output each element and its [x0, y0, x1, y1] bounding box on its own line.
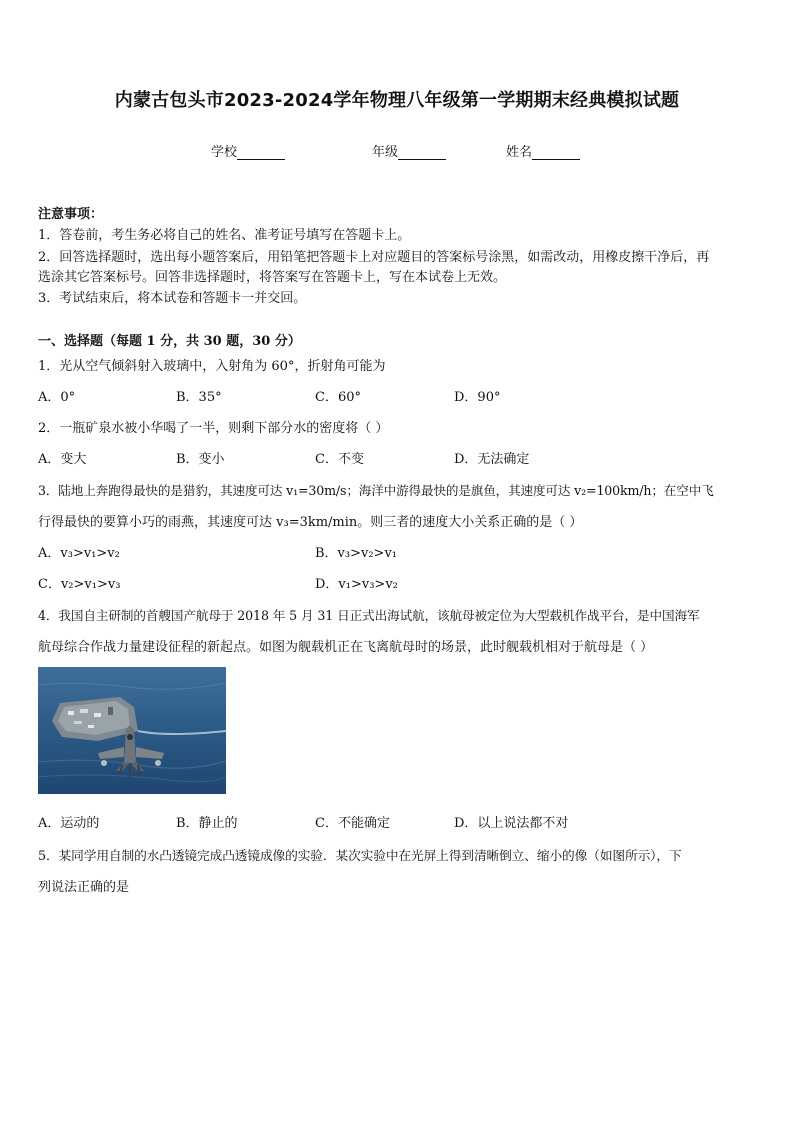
question-4-line-2: 航母综合作战力量建设征程的新起点。如图为舰载机正在飞离航母时的场景，此时舰载机相对于航母是（ ）	[38, 640, 654, 655]
q2-option-a: A．变大	[38, 452, 87, 467]
q3-option-b: B．v₃>v₂>v₁	[315, 546, 398, 561]
q1-option-d: D．90°	[454, 390, 501, 405]
question-5-line-1: 5．某同学用自制的水凸透镜完成凸透镜成像的实验．某次实验中在光屏上得到清晰倒立、缩小的像（如图所示），下	[38, 848, 682, 863]
name-label: 姓名	[506, 145, 533, 160]
question-3-line-2: 行得最快的要算小巧的雨燕，其速度可达 v₃=3km/min。则三者的速度大小关系正确的是（ ）	[38, 515, 583, 530]
q4-option-a: A．运动的	[38, 816, 100, 831]
q4-option-d: D．以上说法都不对	[454, 816, 569, 831]
q4-option-b: B．静止的	[176, 816, 238, 831]
q1-option-b: B．35°	[176, 390, 222, 405]
q4-option-c: C．不能确定	[315, 816, 390, 831]
note-item: 2．回答选择题时，选出每小题答案后，用铅笔把答题卡上对应题目的答案标号涂黑，如需改动，用橡皮擦干净后，再	[38, 250, 710, 265]
grade-field	[372, 141, 446, 160]
name-field	[506, 141, 580, 160]
question-4-line-1: 4．我国自主研制的首艘国产航母于 2018 年 5 月 31 日正式出海试航，该航母被定位为大型载机作战平台，是中国海军	[38, 608, 700, 623]
question-5-line-2: 列说法正确的是	[38, 880, 130, 895]
question-1-stem: 1．光从空气倾斜射入玻璃中，入射角为 60°，折射角可能为	[38, 359, 386, 374]
carrier-aircraft-photo	[38, 667, 226, 794]
note-item: 1．答卷前，考生务必将自己的姓名、准考证号填写在答题卡上。	[38, 228, 411, 243]
grade-blank	[398, 145, 446, 160]
school-field	[211, 141, 285, 160]
q2-option-b: B．变小	[176, 452, 225, 467]
notes-heading: 注意事项：	[38, 207, 104, 222]
question-3-line-1: 3．陆地上奔跑得最快的是猎豹，其速度可达 v₁=30m/s；海洋中游得最快的是旗鱼，其速度可达 v₂=100km/h；在空中飞	[38, 483, 714, 498]
note-item: 3．考试结束后，将本试卷和答题卡一并交回。	[38, 291, 307, 306]
school-label: 学校	[211, 145, 238, 160]
q3-option-a: A．v₃>v₁>v₂	[38, 546, 120, 561]
q2-option-d: D．无法确定	[454, 452, 530, 467]
q3-option-c: C．v₂>v₁>v₃	[38, 577, 121, 592]
q3-option-d: D．v₁>v₃>v₂	[315, 577, 398, 592]
name-blank	[532, 145, 580, 160]
question-2-stem: 2．一瓶矿泉水被小华喝了一半，则剩下部分水的密度将（ ）	[38, 421, 389, 436]
q1-option-c: C．60°	[315, 390, 361, 405]
page-title: 内蒙古包头市2023-2024学年物理八年级第一学期期末经典模拟试题	[114, 90, 680, 111]
section-heading: 一、选择题（每题 1 分，共 30 题，30 分）	[38, 334, 301, 349]
note-item: 选涂其它答案标号。回答非选择题时，将答案写在答题卡上，写在本试卷上无效。	[38, 270, 507, 285]
school-blank	[237, 145, 285, 160]
q1-option-a: A．0°	[38, 390, 76, 405]
q2-option-c: C．不变	[315, 452, 364, 467]
grade-label: 年级	[372, 145, 399, 160]
